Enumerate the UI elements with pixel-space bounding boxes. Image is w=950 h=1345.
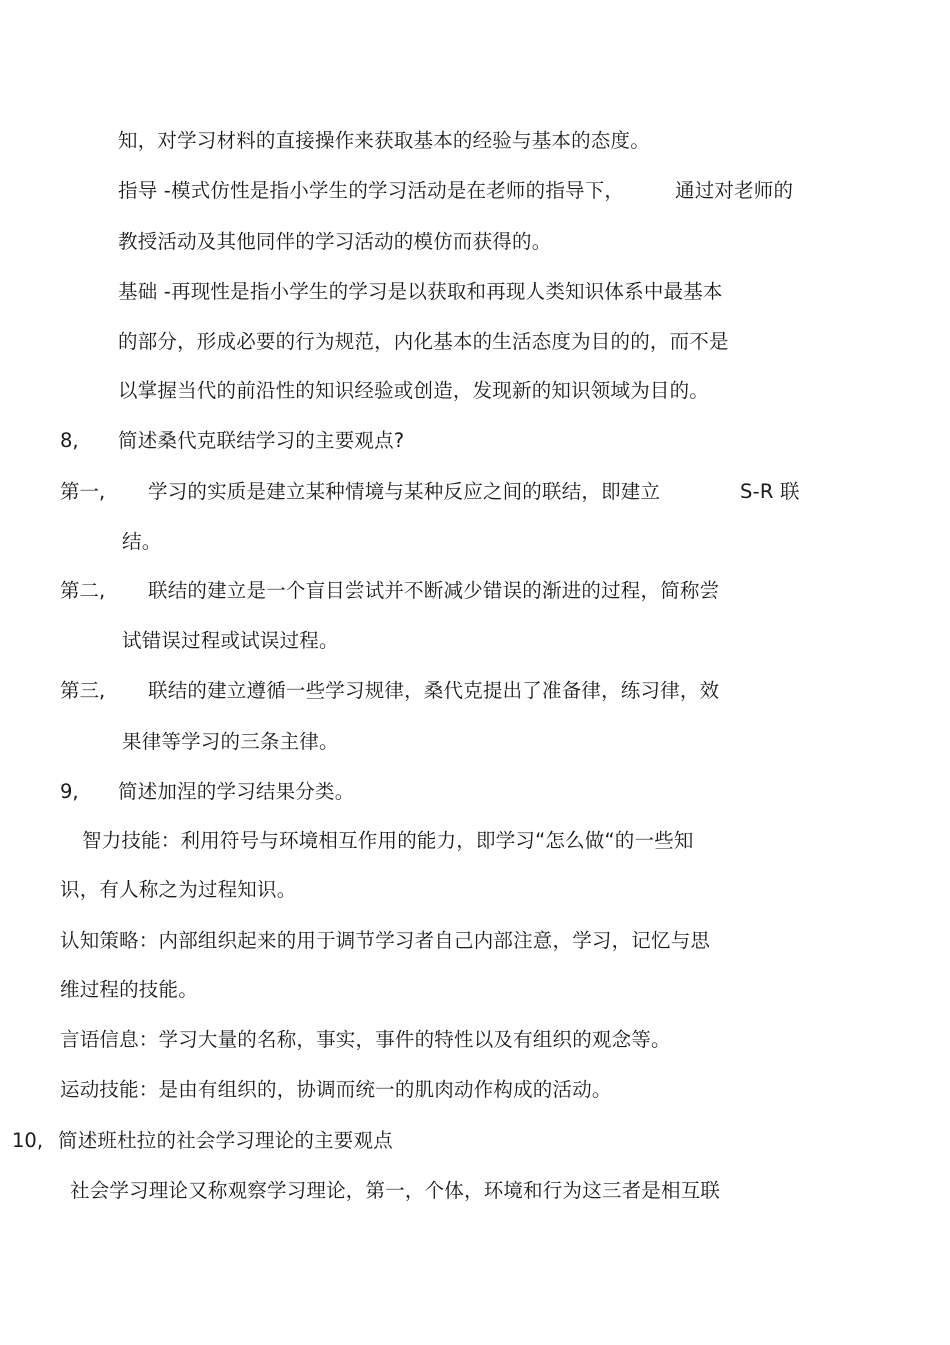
text-line: 认知策略：内部组织起来的用于调节学习者自己内部注意，学习，记忆与思 [60, 929, 711, 952]
text-line: 教授活动及其他同伴的学习活动的模仿而获得的。 [118, 230, 552, 253]
text-line: 知，对学习材料的直接操作来获取基本的经验与基本的态度。 [118, 129, 650, 152]
text-line: 言语信息：学习大量的名称，事实，事件的特性以及有组织的观念等。 [60, 1028, 671, 1051]
text-line: 学习的实质是建立某种情境与某种反应之间的联结，即建立 [148, 480, 661, 503]
point-label: 第三, [60, 679, 106, 702]
text-line: 社会学习理论又称观察学习理论，第一，个体，环境和行为这三者是相互联 [70, 1179, 721, 1202]
point-label: 第二, [60, 579, 106, 602]
text-line: 的部分，形成必要的行为规范，内化基本的生活态度为目的的，而不是 [118, 330, 729, 353]
text-line: 联结的建立遵循一些学习规律，桑代克提出了准备律，练习律，效 [148, 679, 720, 702]
text-line: 基础 -再现性是指小学生的学习是以获取和再现人类知识体系中最基本 [118, 280, 723, 303]
text-line: 试错误过程或试误过程。 [122, 629, 339, 652]
question-title: 简述班杜拉的社会学习理论的主要观点 [58, 1129, 393, 1152]
text-line: S-R 联 [740, 480, 800, 503]
text-line: 结。 [122, 530, 162, 553]
text-line: 联结的建立是一个盲目尝试并不断减少错误的渐进的过程，简称尝 [148, 579, 720, 602]
text-line: 果律等学习的三条主律。 [122, 730, 339, 753]
text-line: 智力技能：利用符号与环境相互作用的能力，即学习“怎么做“的一些知 [82, 829, 694, 852]
question-title: 简述加涅的学习结果分类。 [118, 780, 355, 803]
text-line: 以掌握当代的前沿性的知识经验或创造，发现新的知识领域为目的。 [118, 379, 710, 402]
question-number: 10, [12, 1129, 44, 1152]
question-title: 简述桑代克联结学习的主要观点? [118, 429, 405, 452]
text-line: 识，有人称之为过程知识。 [60, 878, 297, 901]
point-label: 第一, [60, 480, 106, 503]
text-line: 维过程的技能。 [60, 978, 198, 1001]
text-line: 运动技能：是由有组织的，协调而统一的肌肉动作构成的活动。 [60, 1078, 612, 1101]
text-line: 指导 -模式仿性是指小学生的学习活动是在老师的指导下， [118, 179, 625, 202]
question-number: 8, [60, 429, 79, 452]
question-number: 9, [60, 780, 79, 803]
text-line: 通过对老师的 [675, 179, 794, 202]
